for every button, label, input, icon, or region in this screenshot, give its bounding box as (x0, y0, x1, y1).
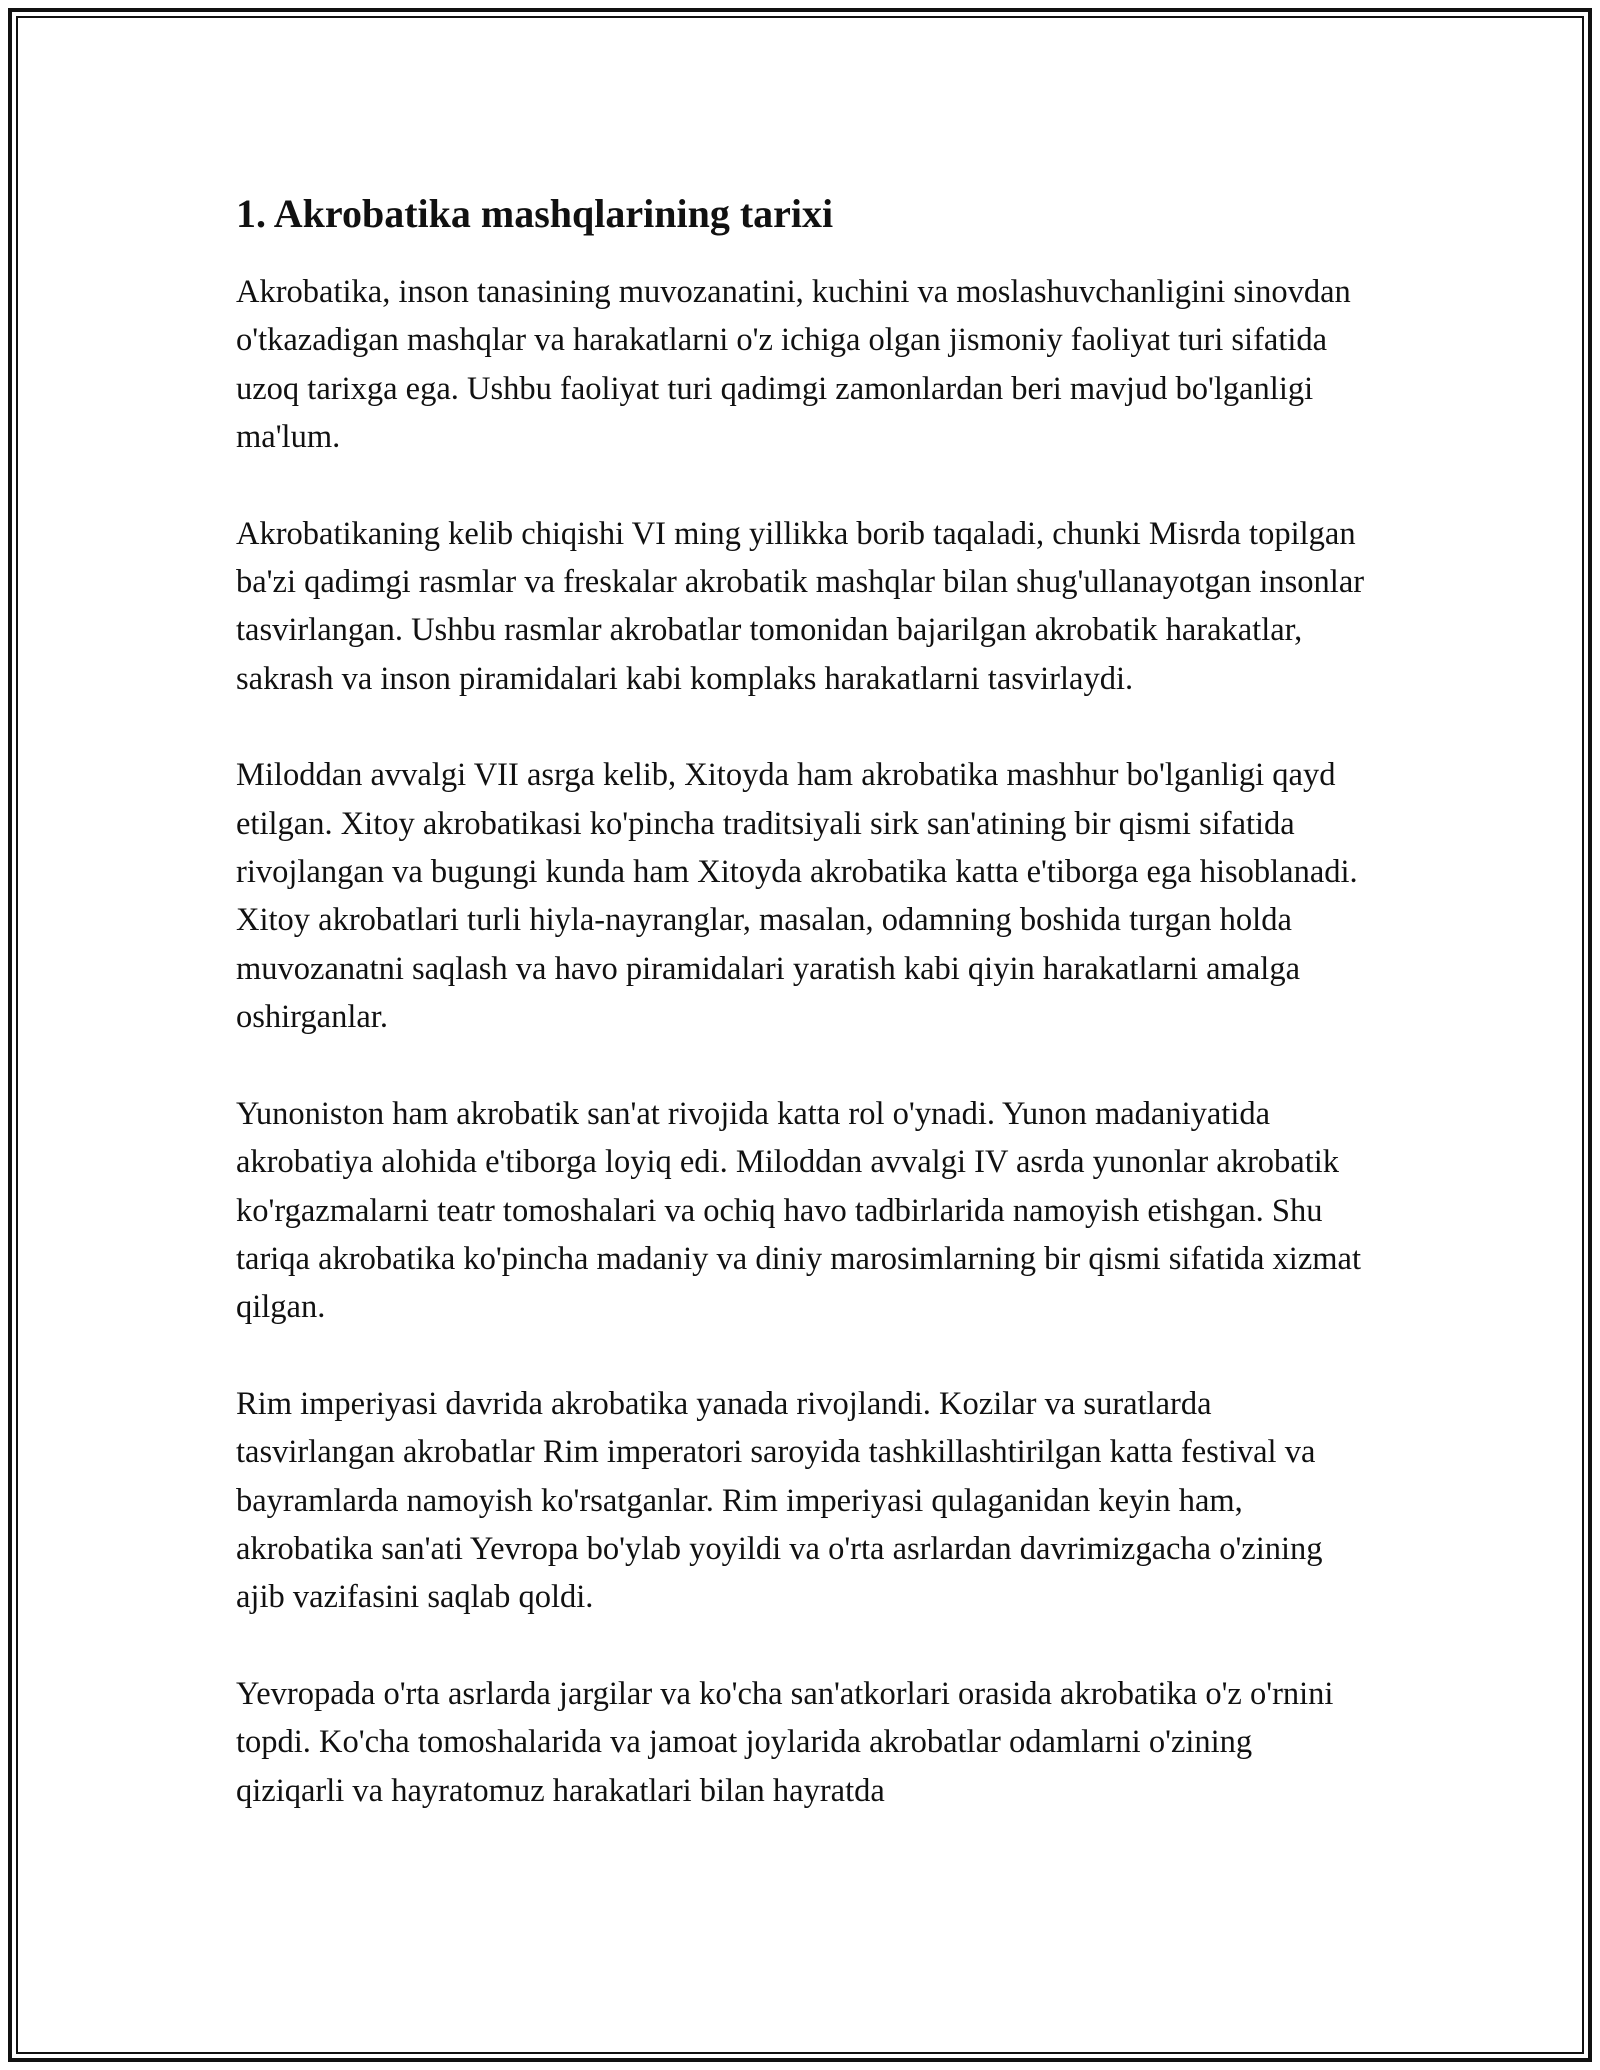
paragraph-rome: Rim imperiyasi davrida akrobatika yanada rivojlandi. Kozilar va suratlarda tasvirlangan akrobatlar Rim imperatori saroyida tashkillashtirilgan katta festival va bayramlarda namoyish ko'rsatganlar. Rim imperiyasi qulaganidan keyin ham, akrobatika san'ati Yevropa bo'ylab yoyildi va o'rta asrlardan davrimizgacha o'zining ajib vazifasini saqlab qoldi. (236, 1385, 1323, 1616)
section-heading: 1. Akrobatika mashqlarining tarixi (236, 191, 834, 236)
paragraph-china: Miloddan avvalgi VII asrga kelib, Xitoyda ham akrobatika mashhur bo'lganligi qayd etilgan. Xitoy akrobatikasi ko'pincha traditsiyali sirk san'atining bir qismi sifatida rivojlangan va bugungi kunda ham Xitoyda akrobatika katta e'tiborga ega hisoblanadi. Xitoy akrobatlari turli hiyla-nayranglar, masalan, odamning boshida turgan holda muvozanatni saqlash va havo piramidalari yaratish kabi qiyin harakatlarni amalga oshirganlar. (236, 757, 1358, 1036)
document-body (236, 186, 1366, 1863)
paragraph-origins: Akrobatika, inson tanasining muvozanatini, kuchini va moslashuvchanligini sinovdan o'tkazadigan mashqlar va harakatlarni o'z ichiga olgan jismoniy faoliyat turi sifatida uzoq tarixga ega. Ushbu faoliyat turi qadimgi zamonlardan beri mavjud bo'lganligi ma'lum. (236, 274, 1351, 456)
paragraph-greece: Yunoniston ham akrobatik san'at rivojida katta rol o'ynadi. Yunon madaniyatida akrobatiya alohida e'tiborga loyiq edi. Miloddan avvalgi IV asrda yunonlar akrobatik ko'rgazmalarni teatr tomoshalari va ochiq havo tadbirlarida namoyish etishgan. Shu tariqa akrobatika ko'pincha madaniy va diniy marosimlarning bir qismi sifatida xizmat qilgan. (236, 1095, 1361, 1326)
paragraph-middle-ages: Yevropada o'rta asrlarda jargilar va ko'cha san'atkorlari orasida akrobatika o'z o'rnini topdi. Ko'cha tomoshalarida va jamoat joylarida akrobatlar odamlarni o'zining qiziqarli va hayratomuz harakatlari bilan hayratda (236, 1675, 1334, 1809)
paragraph-egypt: Akrobatikaning kelib chiqishi VI ming yillikka borib taqaladi, chunki Misrda topilgan ba'zi qadimgi rasmlar va freskalar akrobatik mashqlar bilan shug'ullanayotgan insonlar tasvirlangan. Ushbu rasmlar akrobatlar tomonidan bajarilgan akrobatik harakatlar, sakrash va inson piramidalari kabi komplaks harakatlarni tasvirlaydi. (236, 515, 1365, 697)
